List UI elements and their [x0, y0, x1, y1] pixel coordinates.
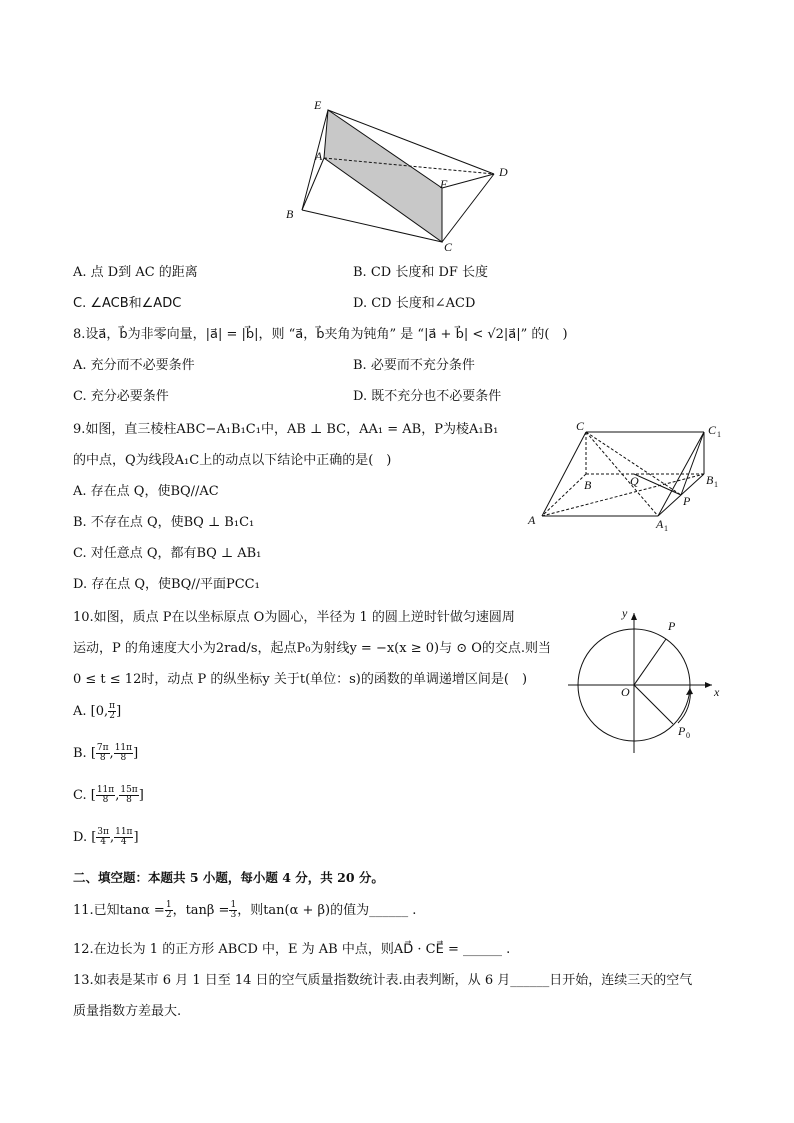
label-c1: C [708, 423, 717, 437]
label-b1-sub: 1 [714, 480, 718, 489]
label-c: C [576, 419, 585, 433]
figure-triangular-prism [522, 418, 732, 538]
label-p: P [683, 494, 691, 508]
q10-option-a: A. [0, $\frac{\pi}{2}$ ] [73, 701, 122, 721]
q8-option-a: A. 充分而不必要条件 [73, 358, 195, 373]
q13-line2: 质量指数方差最大. [73, 1004, 182, 1019]
q10-stem-line3: 0 ≤ t ≤ 12时，动点 P 的纵坐标y 关于t(单位：s)的函数的单调递增区间是( ) [73, 672, 528, 687]
q7-option-d: D. CD 长度和∠ACD [353, 296, 476, 311]
q8-option-d: D. 既不充分也不必要条件 [353, 389, 502, 404]
q7-option-b: B. CD 长度和 DF 长度 [353, 265, 489, 280]
q9-option-a: A. 存在点 Q，使BQ//AC [73, 484, 219, 499]
section-fill-in-heading: 二、填空题：本题共 5 小题，每小题 4 分，共 20 分。 [73, 870, 384, 885]
q9-option-b: B. 不存在点 Q，使BQ ⊥ B₁C₁ [73, 515, 255, 530]
figure-unit-circle [562, 603, 732, 762]
q9-option-c: C. 对任意点 Q，都有BQ ⊥ AB₁ [73, 546, 262, 561]
label-b: B [286, 207, 294, 221]
label-c: C [444, 240, 453, 254]
q11: 11.已知tanα = $\frac{1}{2}$ ，tanβ = $\frac{1}{3}$ ，则tan(α + β)的值为______ . [73, 900, 417, 920]
label-e: E [314, 98, 322, 112]
label-a: A [528, 513, 536, 527]
label-c1-sub: 1 [717, 430, 721, 439]
label-p: P [668, 619, 676, 633]
label-q: Q [630, 474, 639, 488]
figure-prism-eabcdf [280, 92, 520, 266]
q7-option-c: C. ∠ACB和∠ADC [73, 296, 182, 311]
q8-option-c: C. 充分必要条件 [73, 389, 169, 404]
q10-option-d: D. [ $\frac{3\pi}{4}$ , $\frac{11\pi}{4}$ ] [73, 827, 139, 847]
label-p0-sub: 0 [686, 731, 690, 740]
q9-stem-line1: 9.如图，直三棱柱ABC−A₁B₁C₁中，AB ⊥ BC，AA₁ = AB，P为棱A₁B₁ [73, 422, 499, 437]
q8-stem: 8.设a⃗，b⃗为非零向量，|a⃗| = |b⃗|，则 “a⃗，b⃗夹角为钝角” 是 “|a⃗ + b⃗| < √2|a⃗|” 的( ) [73, 327, 568, 342]
label-a1: A [656, 517, 664, 531]
q10-option-c: C. [ $\frac{11\pi}{8}$ , $\frac{15\pi}{8}$ ] [73, 785, 144, 805]
q9-option-d: D. 存在点 Q，使BQ//平面PCC₁ [73, 577, 260, 592]
q9-stem-line2: 的中点，Q为线段A₁C上的动点以下结论中正确的是( ) [73, 453, 392, 468]
q10-stem-line1: 10.如图，质点 P在以坐标原点 O为圆心，半径为 1 的圆上逆时针做匀速圆周 [73, 610, 515, 625]
q8-option-b: B. 必要而不充分条件 [353, 358, 475, 373]
label-o: O [621, 685, 630, 699]
q7-option-a: A. 点 D到 AC 的距离 [73, 265, 198, 280]
label-b1: B [706, 473, 714, 487]
label-b: B [584, 478, 592, 492]
label-y-axis: y [622, 606, 628, 620]
label-d: D [499, 165, 508, 179]
q10-stem-line2: 运动，P 的角速度大小为2rad/s，起点P₀为射线y = −x(x ≥ 0)与 ⊙ O的交点.则当 [73, 641, 552, 656]
label-f: F [440, 177, 448, 191]
label-p0: P [678, 724, 686, 738]
q13-line1: 13.如表是某市 6 月 1 日至 14 日的空气质量指数统计表.由表判断，从 6 月______日开始，连续三天的空气 [73, 973, 693, 988]
label-a1-sub: 1 [664, 524, 668, 533]
q12: 12.在边长为 1 的正方形 ABCD 中，E 为 AB 中点，则AD⃗ · CE⃗ = ______ . [73, 942, 511, 957]
label-a: A [315, 149, 323, 163]
q10-option-b: B. [ $\frac{7\pi}{8}$ , $\frac{11\pi}{8}$ ] [73, 743, 139, 763]
label-x-axis: x [714, 685, 720, 699]
